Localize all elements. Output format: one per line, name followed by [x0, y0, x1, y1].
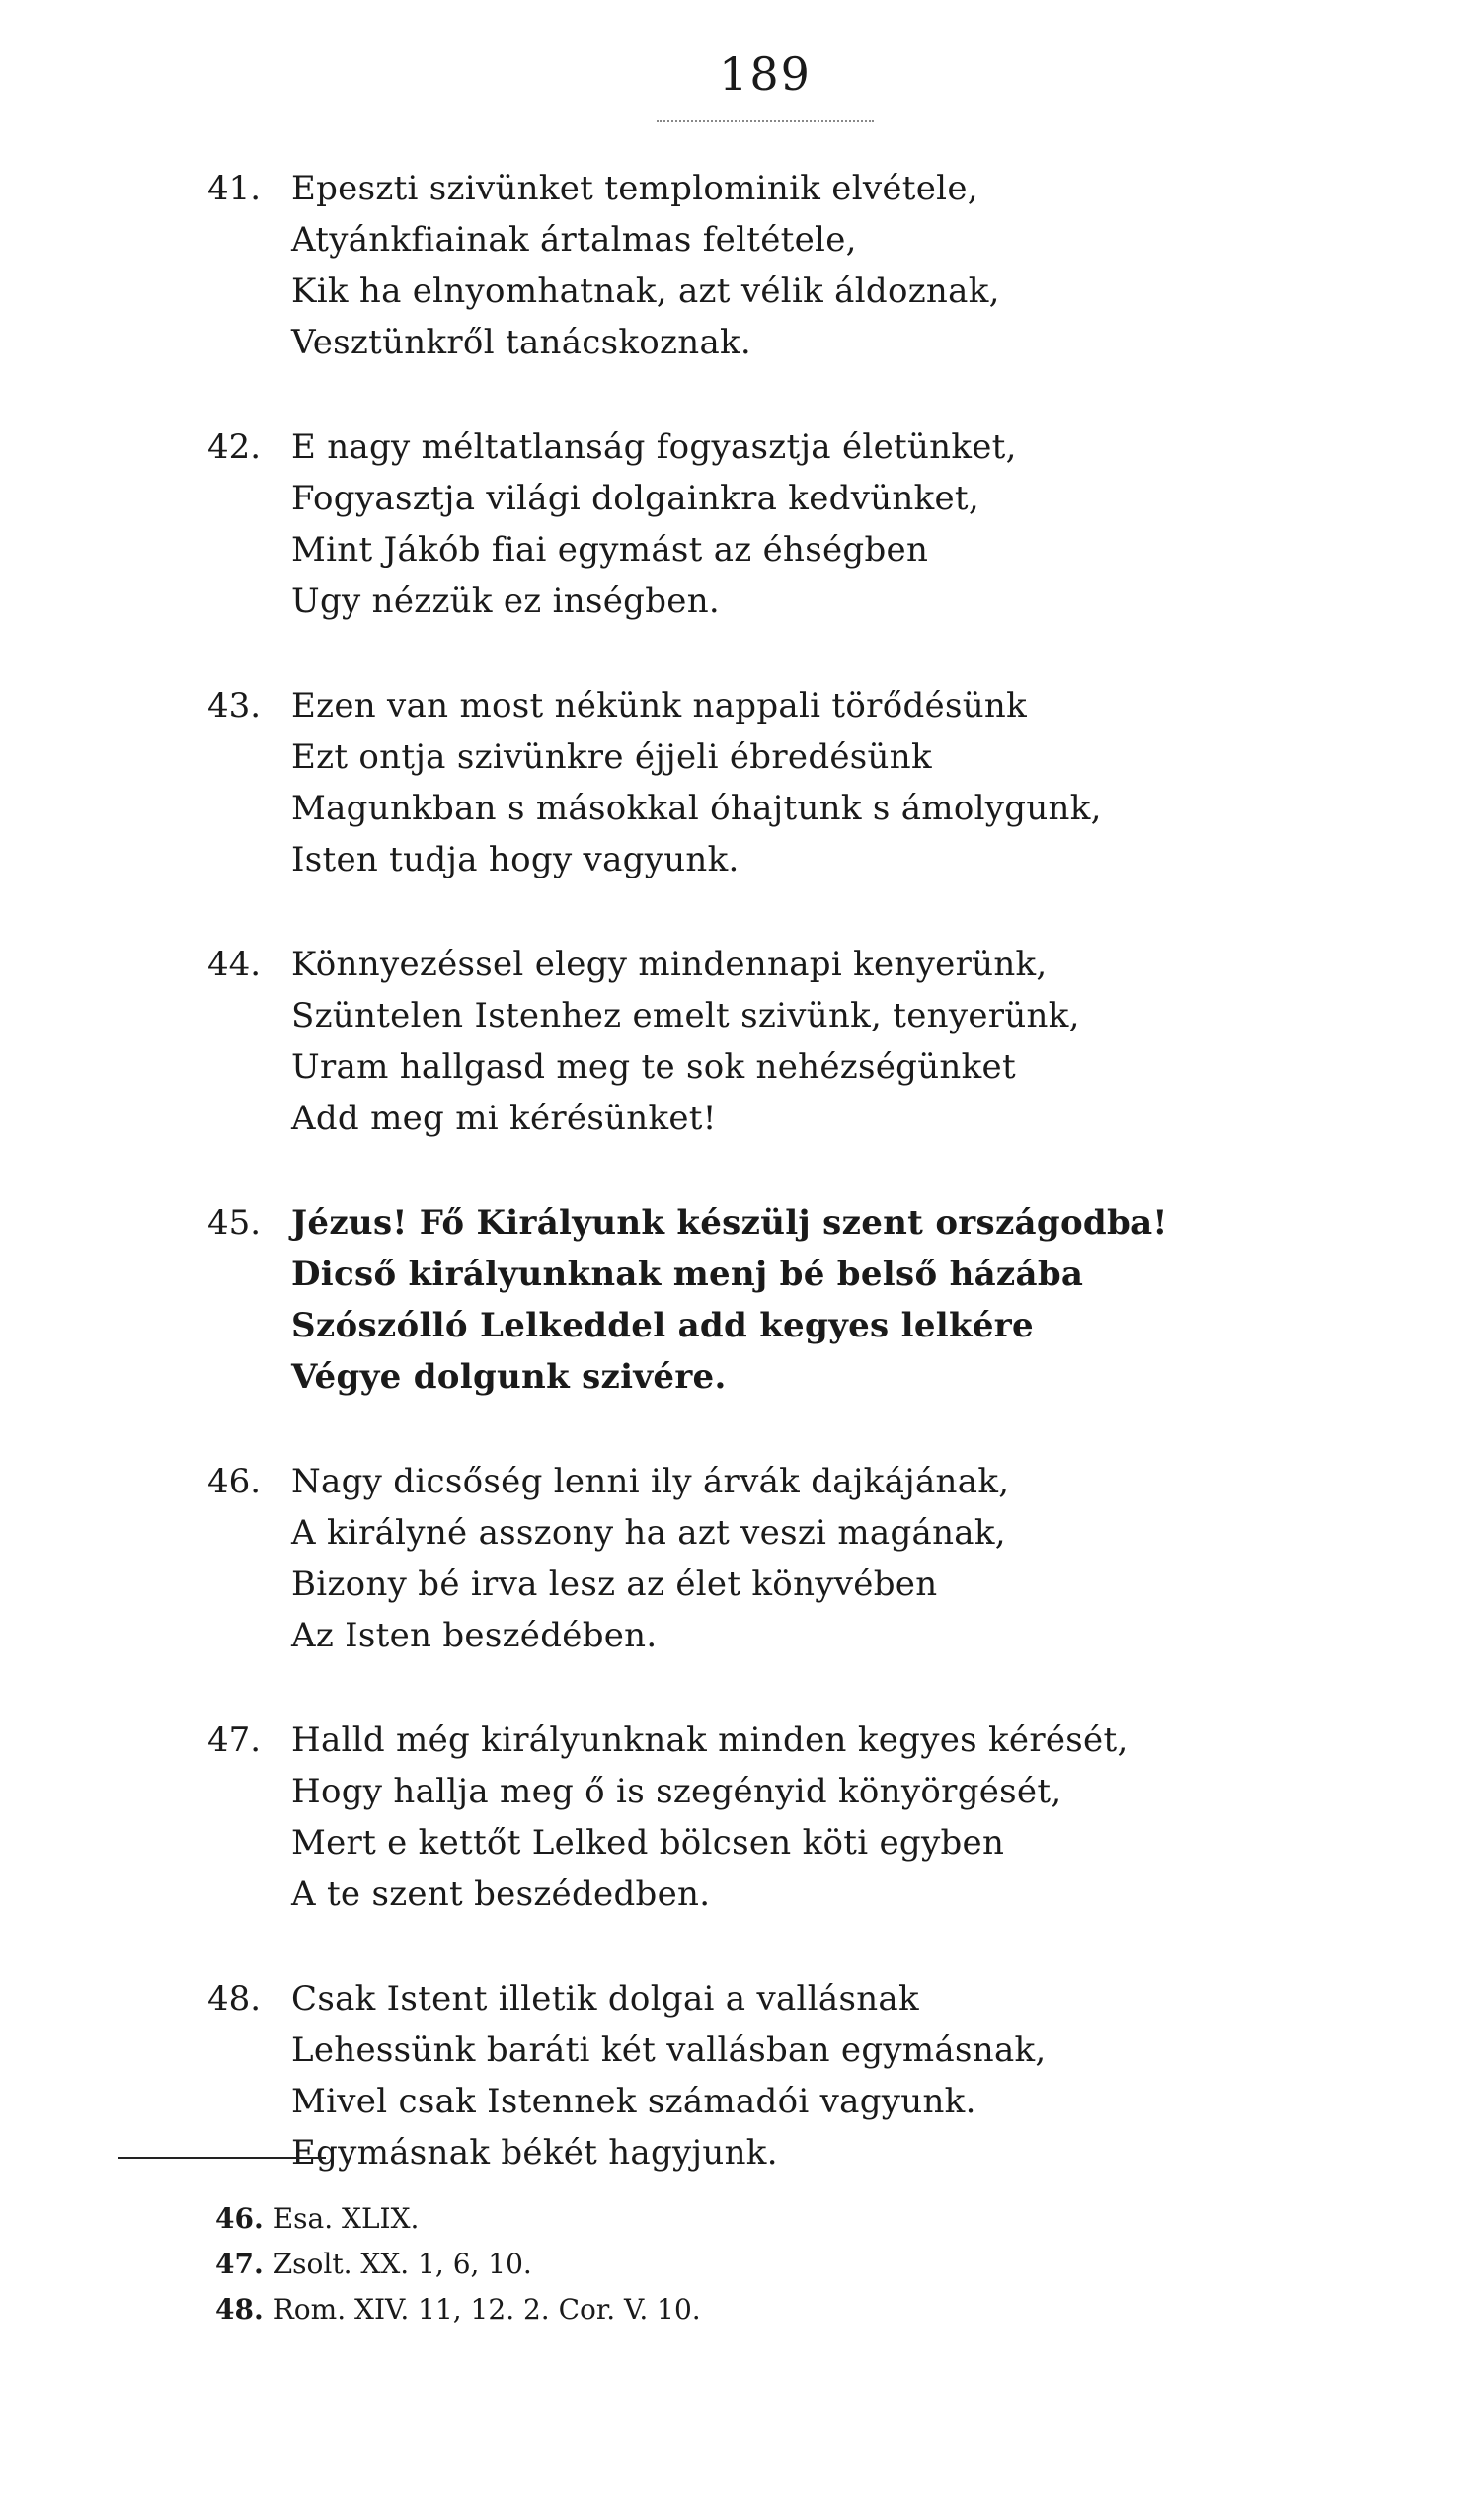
page-number-ornament [657, 120, 874, 122]
verse-line: Mert e kettőt Lelked bölcsen köti egyben [291, 1823, 1005, 1863]
verse-line: Kik ha elnyomhatnak, azt vélik áldoznak, [291, 271, 1000, 311]
page-number: 189 [719, 47, 812, 101]
stanza-41 [207, 163, 1293, 421]
stanza-lines [291, 421, 1017, 627]
stanza-45 [207, 1197, 1293, 1456]
stanza-lines [291, 680, 1102, 885]
verse-line: Csak Istent illetik dolgai a vallásnak [291, 1979, 919, 2019]
stanza-lines [291, 1973, 1047, 2178]
footnote-number: 48. [215, 2293, 264, 2326]
verse-line: Isten tudja hogy vagyunk. [291, 840, 740, 879]
verse-line: Az Isten beszédében. [291, 1616, 658, 1655]
verse-line: A te szent beszédedben. [291, 1874, 711, 1914]
stanza-lines [291, 1197, 1168, 1403]
verse-line: Mint Jákób fiai egymást az éhségben [291, 530, 929, 570]
stanza-43 [207, 680, 1293, 939]
stanza-48 [207, 1973, 1293, 2232]
footnote-divider [118, 2157, 326, 2159]
stanza-number: 45. [207, 1203, 262, 1243]
footnotes [215, 2196, 701, 2332]
stanza-lines [291, 939, 1080, 1144]
verse-line: Ezt ontja szivünkre éjjeli ébredésünk [291, 737, 932, 777]
verse-line: Mivel csak Istennek számadói vagyunk. [291, 2082, 976, 2121]
verse-line: Uram hallgasd meg te sok nehézségünket [291, 1047, 1016, 1087]
footnote-text: Rom. XIV. 11, 12. 2. Cor. V. 10. [273, 2293, 701, 2326]
verse-line: Nagy dicsőség lenni ily árvák dajkájának, [291, 1462, 1010, 1501]
poem-body [207, 163, 1293, 2232]
verse-line: Magunkban s másokkal óhajtunk s ámolygunk, [291, 789, 1102, 828]
verse-line: Lehessünk baráti két vallásban egymásnak, [291, 2030, 1047, 2070]
stanza-number: 44. [207, 945, 262, 984]
verse-line: Fogyasztja világi dolgainkra kedvünket, [291, 479, 979, 518]
stanza-46 [207, 1456, 1293, 1715]
footnote-number: 46. [215, 2202, 264, 2235]
verse-line: Halld még királyunknak minden kegyes kérését, [291, 1720, 1129, 1760]
verse-line: Ezen van most nékünk nappali törődésünk [291, 686, 1028, 725]
verse-line: Add meg mi kérésünket! [291, 1099, 717, 1138]
stanza-lines [291, 163, 1000, 368]
stanza-lines [291, 1715, 1129, 1920]
stanza-number: 42. [207, 427, 262, 467]
verse-line: Szüntelen Istenhez emelt szivünk, tenyerünk, [291, 996, 1080, 1035]
verse-line: Vesztünkről tanácskoznak. [291, 323, 752, 362]
stanza-lines [291, 1456, 1009, 1661]
verse-line: Bizony bé irva lesz az élet könyvében [291, 1565, 938, 1604]
footnote [215, 2242, 701, 2287]
verse-line: Dicső királyunknak menj bé belső házába [291, 1255, 1084, 1294]
verse-line: E nagy méltatlanság fogyasztja életünket, [291, 427, 1017, 467]
footnote-number: 47. [215, 2248, 264, 2280]
stanza-42 [207, 421, 1293, 680]
verse-line: Jézus! Fő Királyunk készülj szent országodba! [291, 1203, 1168, 1243]
verse-line: Szószólló Lelkeddel add kegyes lelkére [291, 1306, 1034, 1345]
verse-line: Könnyezéssel elegy mindennapi kenyerünk, [291, 945, 1048, 984]
stanza-number: 48. [207, 1979, 262, 2019]
stanza-number: 46. [207, 1462, 262, 1501]
stanza-number: 43. [207, 686, 262, 725]
footnote-text: Esa. XLIX. [273, 2202, 420, 2235]
verse-line: A királyné asszony ha azt veszi magának, [291, 1513, 1006, 1553]
verse-line: Epeszti szivünket templominik elvétele, [291, 169, 978, 208]
verse-line: Egymásnak békét hagyjunk. [291, 2133, 778, 2173]
stanza-44 [207, 939, 1293, 1197]
verse-line: Ugy nézzük ez inségben. [291, 581, 721, 621]
verse-line: Végye dolgunk szivére. [291, 1357, 727, 1397]
verse-line: Atyánkfiainak ártalmas feltétele, [291, 220, 857, 260]
stanza-number: 41. [207, 169, 262, 208]
footnote [215, 2196, 701, 2242]
verse-line: Hogy hallja meg ő is szegényid könyörgését, [291, 1772, 1062, 1811]
stanza-47 [207, 1715, 1293, 1973]
footnote [215, 2287, 701, 2332]
stanza-number: 47. [207, 1720, 262, 1760]
footnote-text: Zsolt. XX. 1, 6, 10. [273, 2248, 532, 2280]
